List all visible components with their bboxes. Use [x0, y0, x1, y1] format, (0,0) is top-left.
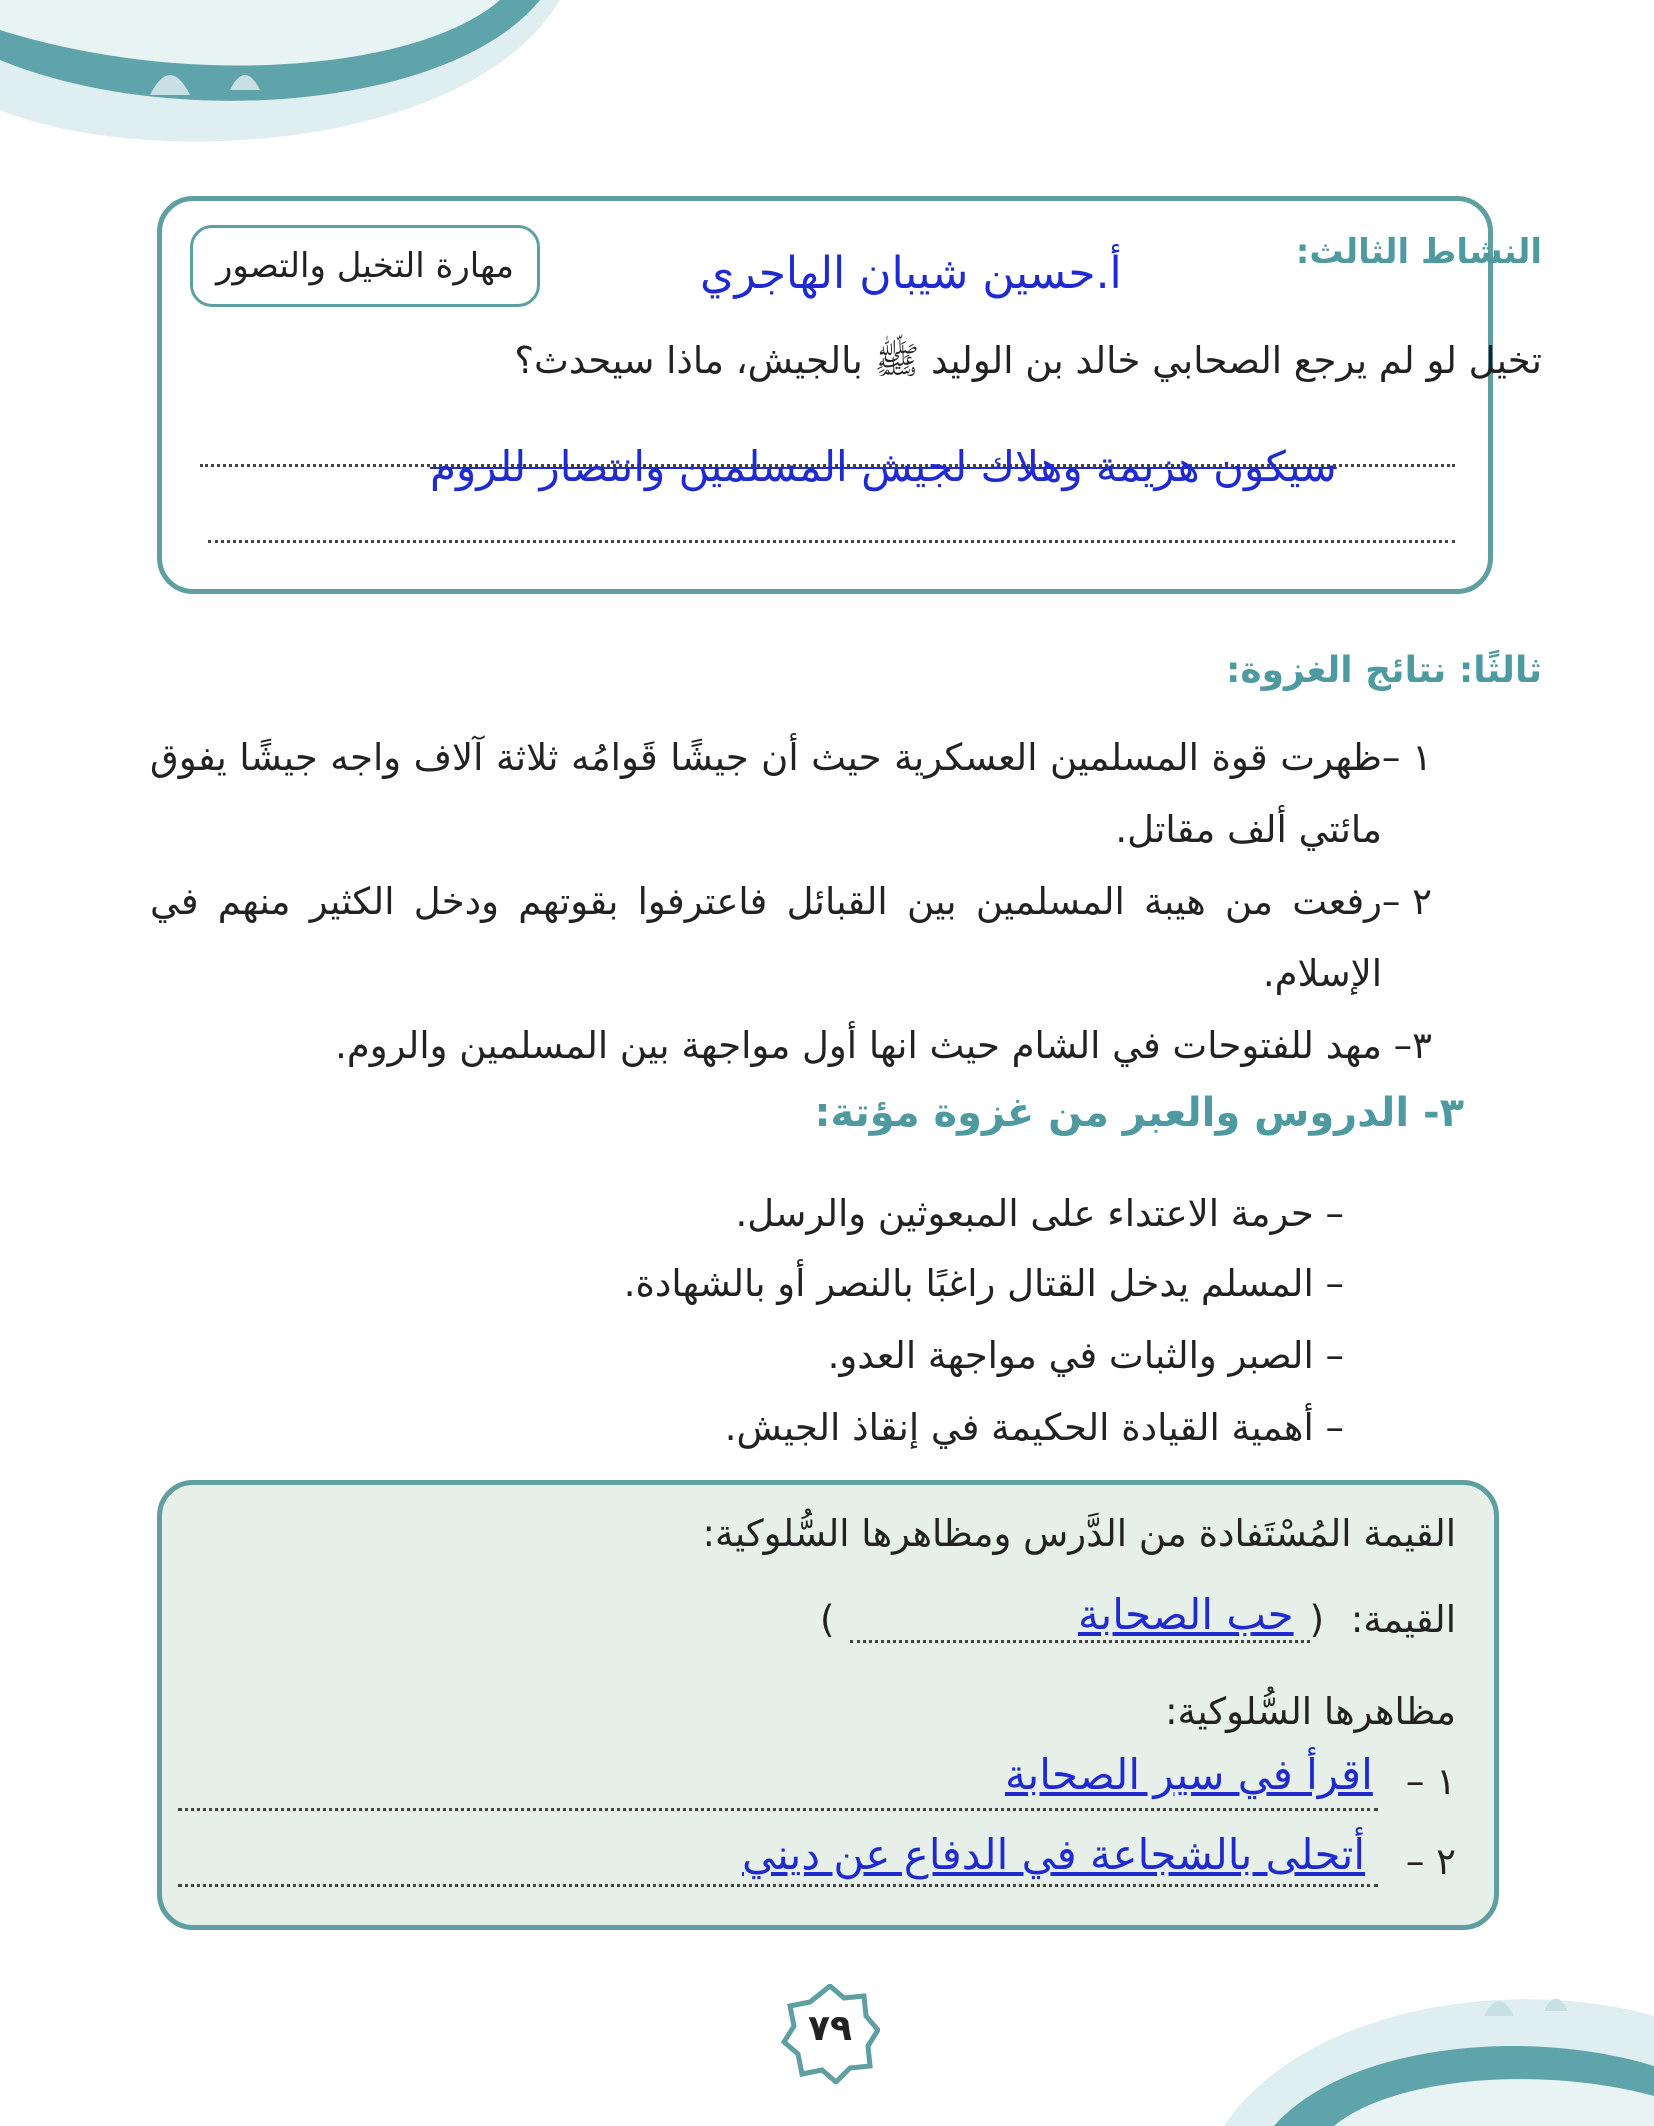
value-answer-line: [850, 1640, 1310, 1643]
handwritten-behavior: اقرأ في سير الصحابة: [1005, 1750, 1373, 1799]
result-number: ١ –: [1381, 736, 1432, 779]
lesson-item: – المسلم يدخل القتال راغبًا بالنصر أو بالشهادة.: [623, 1262, 1344, 1305]
lessons-heading: ٣- الدروس والعبر من غزوة مؤتة:: [814, 1090, 1464, 1136]
answer-line: [208, 540, 1455, 543]
lesson-item: – الصبر والثبات في مواجهة العدو.: [827, 1334, 1344, 1377]
activity-question: تخيل لو لم يرجع الصحابي خالد بن الوليد ﷺ بالجيش، ماذا سيحدث؟: [514, 339, 1542, 382]
skill-badge: مهارة التخيل والتصور: [190, 225, 540, 307]
lesson-item: – أهمية القيادة الحكيمة في إنقاذ الجيش.: [724, 1406, 1344, 1449]
value-bracket-close: ): [820, 1598, 835, 1641]
value-bracket-open: (: [1309, 1598, 1324, 1641]
handwritten-behavior: أتحلى بالشجاعة في الدفاع عن ديني: [742, 1830, 1366, 1879]
bottom-corner-decoration: [1184, 1956, 1654, 2126]
value-label: القيمة:: [1350, 1598, 1456, 1641]
behavior-answer-line: [178, 1808, 1378, 1811]
behavior-number: ٢ –: [1405, 1840, 1456, 1883]
value-heading: القيمة المُسْتَفادة من الدَّرس ومظاهرها السُّلوكية:: [702, 1512, 1456, 1555]
result-text: مهد للفتوحات في الشام حيث انها أول مواجهة بين المسلمين والروم.: [335, 1024, 1382, 1067]
result-item: [335, 1010, 1432, 1082]
result-text: ظهرت قوة المسلمين العسكرية حيث أن جيشًا قَوامُه ثلاثة آلاف واجه جيشًا يفوق مائتي ألف مقاتل.: [150, 736, 1382, 851]
behaviors-label: مظاهرها السُّلوكية:: [1165, 1690, 1456, 1733]
author-name: أ.حسين شيبان الهاجري: [700, 248, 1122, 299]
result-text: رفعت من هيبة المسلمين بين القبائل فاعترفوا بقوتهم ودخل الكثير منهم في الإسلام.: [150, 880, 1382, 995]
top-corner-decoration: [0, 0, 620, 170]
result-number: ٢ –: [1381, 880, 1432, 923]
result-item: [150, 866, 1432, 1010]
page-number: ٧٩: [808, 2008, 852, 2049]
result-item: [150, 722, 1432, 866]
behavior-number: ١ –: [1405, 1760, 1456, 1803]
behavior-answer-line: [178, 1884, 1378, 1887]
lesson-item: – حرمة الاعتداء على المبعوثين والرسل.: [735, 1192, 1344, 1235]
result-number: ٣–: [1393, 1024, 1432, 1067]
results-heading: ثالثًا: نتائج الغزوة:: [1225, 650, 1542, 691]
handwritten-answer: سيكون هزيمة وهلاك لجيش المسلمين وانتصار للروم: [430, 442, 1337, 491]
handwritten-value: حب الصحابة: [1078, 1590, 1294, 1639]
activity-title: النشاط الثالث:: [1295, 232, 1542, 272]
